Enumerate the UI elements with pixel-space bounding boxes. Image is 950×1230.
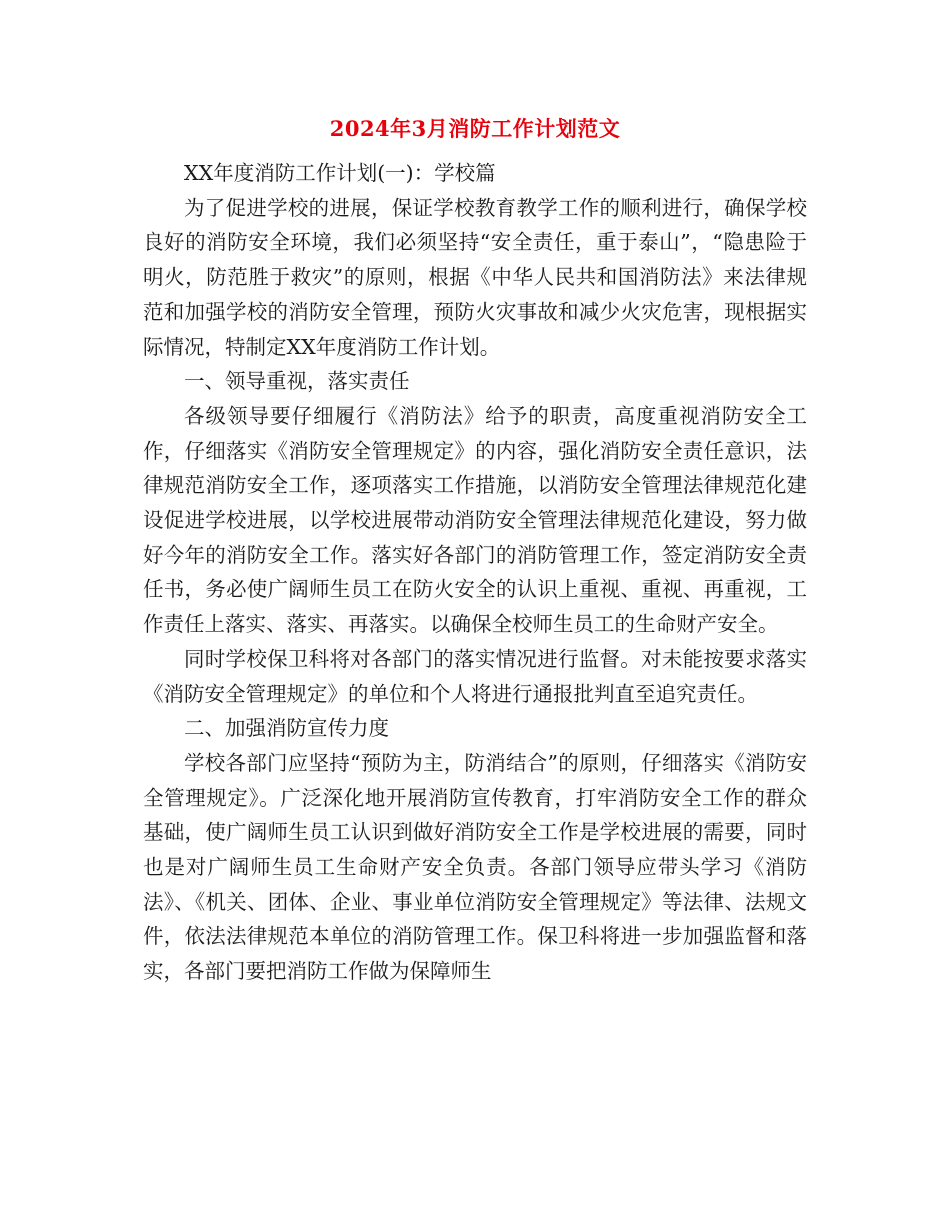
document-title: 2024年3月消防工作计划范文 (329, 116, 621, 141)
section-heading: XX年度消防工作计划(一)：学校篇 (184, 161, 496, 185)
paragraph: 各级领导要仔细履行《消防法》给予的职责，高度重视消防安全工作，仔细落实《消防安全管理规定》的内容，强化消防安全责任意识，法律规范消防安全工作，逐项落实工作措施，以消防安全管理法律规范化建设促进学校进展，以学校进展带动消防安全管理法律规范化建设，努力做好今年的消防安全工作。落实好各部门的消防管理工作，签定消防安全责任书，务必使广阔师生员工在防火安全的认识上重视、重视、再重视，工作责任上落实、落实、再落实。以确保全校师生员工的生命财产安全。 (143, 403, 807, 637)
document-body (143, 156, 807, 989)
section-heading: 二、加强消防宣传力度 (184, 716, 389, 741)
paragraph: 同时学校保卫科将对各部门的落实情况进行监督。对未能按要求落实《消防安全管理规定》的单位和个人将进行通报批判直至追究责任。 (143, 646, 807, 706)
section-heading: 一、领导重视，落实责任 (184, 369, 410, 394)
paragraph: 为了促进学校的进展，保证学校教育教学工作的顺利进行，确保学校良好的消防安全环境，我们必须坚持“安全责任，重于泰山”，“隐患险于明火，防范胜于救灾”的原则，根据《中华人民共和国消防法》来法律规范和加强学校的消防安全管理，预防火灾事故和减少火灾危害，现根据实际情况，特制定XX年度消防工作计划。 (143, 195, 807, 359)
paragraph: 学校各部门应坚持“预防为主，防消结合”的原则，仔细落实《消防安全管理规定》。广泛深化地开展消防宣传教育，打牢消防安全工作的群众基础，使广阔师生员工认识到做好消防安全工作是学校进展的需要，同时也是对广阔师生员工生命财产安全负责。各部门领导应带头学习《消防法》、《机关、团体、企业、事业单位消防安全管理规定》等法律、法规文件，依法法律规范本单位的消防管理工作。保卫科将进一步加强监督和落实，各部门要把消防工作做为保障师生 (143, 750, 807, 984)
